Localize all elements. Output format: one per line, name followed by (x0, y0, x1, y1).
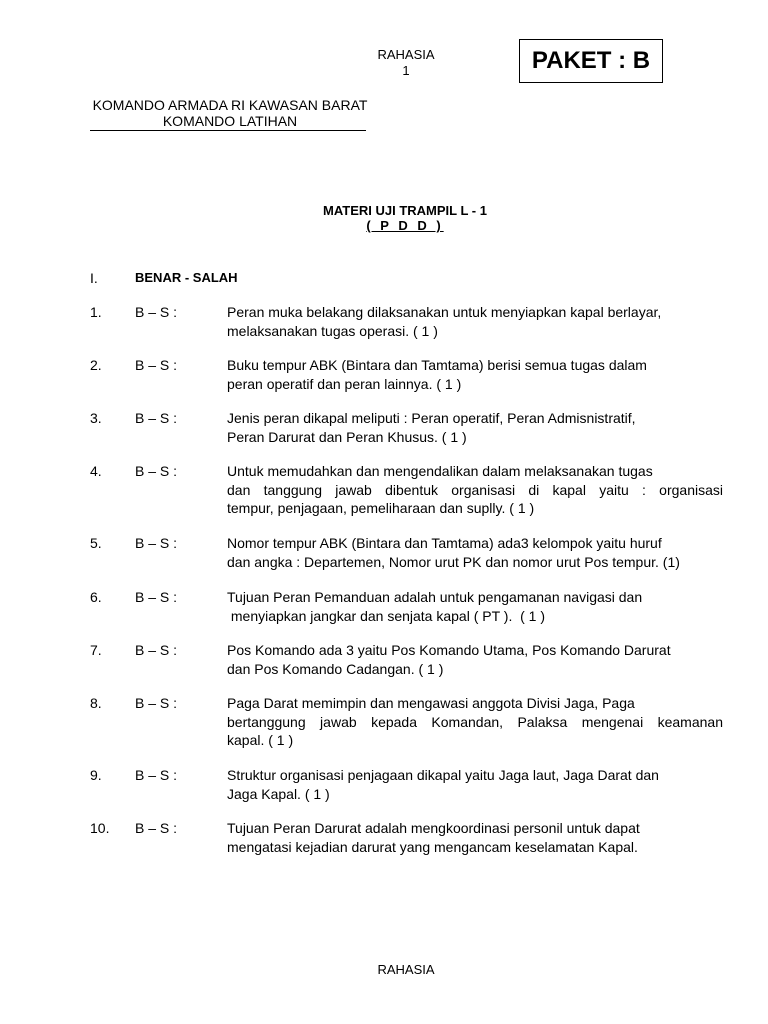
question-item (90, 356, 730, 393)
paket-box (519, 39, 663, 83)
question-text (227, 694, 723, 750)
organization-block (90, 97, 370, 129)
question-number: 1. (90, 304, 102, 320)
question-line: Struktur organisasi penjagaan dikapal yaitu Jaga laut, Jaga Darat dan (227, 767, 659, 783)
question-number: 3. (90, 410, 102, 426)
question-line: Jaga Kapal. ( 1 ) (227, 785, 330, 802)
question-text (227, 641, 723, 678)
title-main: MATERI UJI TRAMPIL L - 1 (323, 203, 487, 218)
question-item (90, 819, 730, 856)
question-text (227, 534, 723, 571)
document-title (250, 203, 560, 233)
question-item (90, 409, 730, 446)
question-line: peran operatif dan peran lainnya. ( 1 ) (227, 375, 462, 392)
question-line: Peran muka belakang dilaksanakan untuk menyiapkan kapal berlayar, (227, 304, 662, 320)
question-line: Peran Darurat dan Peran Khusus. ( 1 ) (227, 428, 467, 445)
question-line: Nomor tempur ABK (Bintara dan Tamtama) ada3 kelompok yaitu huruf (227, 535, 662, 551)
footer-classification-label: RAHASIA (377, 962, 435, 977)
true-false-choice: B – S : (135, 767, 178, 783)
question-line: dan Pos Komando Cadangan. ( 1 ) (227, 660, 444, 677)
question-text (227, 819, 723, 856)
question-item (90, 766, 730, 803)
question-line: Tujuan Peran Pemanduan adalah untuk pengamanan navigasi dan (227, 589, 643, 605)
org-underline (90, 130, 366, 131)
question-line: Untuk memudahkan dan mengendalikan dalam melaksanakan tugas (227, 463, 653, 479)
section-title: BENAR - SALAH (135, 270, 238, 285)
true-false-choice: B – S : (135, 357, 178, 373)
section-number: I. (90, 270, 98, 286)
question-text (227, 303, 723, 340)
question-item (90, 462, 730, 518)
question-text (227, 462, 723, 518)
true-false-choice: B – S : (135, 695, 178, 711)
question-number: 7. (90, 642, 102, 658)
question-number: 4. (90, 463, 102, 479)
question-line: Jenis peran dikapal meliputi : Peran operatif, Peran Admisnistratif, (227, 410, 636, 426)
question-text (227, 766, 723, 803)
true-false-choice: B – S : (135, 589, 178, 605)
true-false-choice: B – S : (135, 463, 178, 479)
true-false-choice: B – S : (135, 410, 178, 426)
paket-label: PAKET : B (531, 47, 651, 74)
org-name: KOMANDO ARMADA RI KAWASAN BARAT (92, 97, 368, 113)
title-sub: ( P D D ) (366, 218, 444, 233)
question-line: melaksanakan tugas operasi. ( 1 ) (227, 322, 438, 339)
org-unit: KOMANDO LATIHAN (162, 113, 298, 129)
question-number: 8. (90, 695, 102, 711)
true-false-choice: B – S : (135, 642, 178, 658)
question-text (227, 356, 723, 393)
true-false-choice: B – S : (135, 535, 178, 551)
question-text (227, 409, 723, 446)
question-number: 9. (90, 767, 102, 783)
question-line: tempur, penjagaan, pemeliharaan dan suplly. ( 1 ) (227, 500, 535, 516)
question-text (227, 588, 723, 625)
question-line: dan tanggung jawab dibentuk organisasi di kapal yaitu : organisasi (227, 481, 723, 498)
classification-footer (346, 962, 466, 977)
true-false-choice: B – S : (135, 304, 178, 320)
question-item (90, 694, 730, 750)
question-item (90, 303, 730, 340)
classification-label: RAHASIA (377, 47, 435, 62)
classification-header (346, 47, 466, 79)
page-number: 1 (402, 63, 410, 78)
question-line: bertanggung jawab kepada Komandan, Palaksa mengenai keamanan (227, 713, 723, 730)
question-number: 10. (90, 820, 110, 836)
question-line: Pos Komando ada 3 yaitu Pos Komando Utama, Pos Komando Darurat (227, 642, 671, 658)
question-line: dan angka : Departemen, Nomor urut PK dan nomor urut Pos tempur. (1) (227, 553, 680, 570)
question-item (90, 641, 730, 678)
question-number: 5. (90, 535, 102, 551)
question-number: 2. (90, 357, 102, 373)
question-number: 6. (90, 589, 102, 605)
question-line: Buku tempur ABK (Bintara dan Tamtama) berisi semua tugas dalam (227, 357, 647, 373)
question-line: mengatasi kejadian darurat yang mengancam keselamatan Kapal. (227, 838, 638, 855)
question-line: Paga Darat memimpin dan mengawasi anggota Divisi Jaga, Paga (227, 695, 635, 711)
question-item (90, 534, 730, 571)
question-item (90, 588, 730, 625)
question-line: menyiapkan jangkar dan senjata kapal ( PT ). ( 1 ) (227, 607, 546, 624)
true-false-choice: B – S : (135, 820, 178, 836)
question-line: Tujuan Peran Darurat adalah mengkoordinasi personil untuk dapat (227, 820, 640, 836)
question-line: kapal. ( 1 ) (227, 732, 294, 748)
